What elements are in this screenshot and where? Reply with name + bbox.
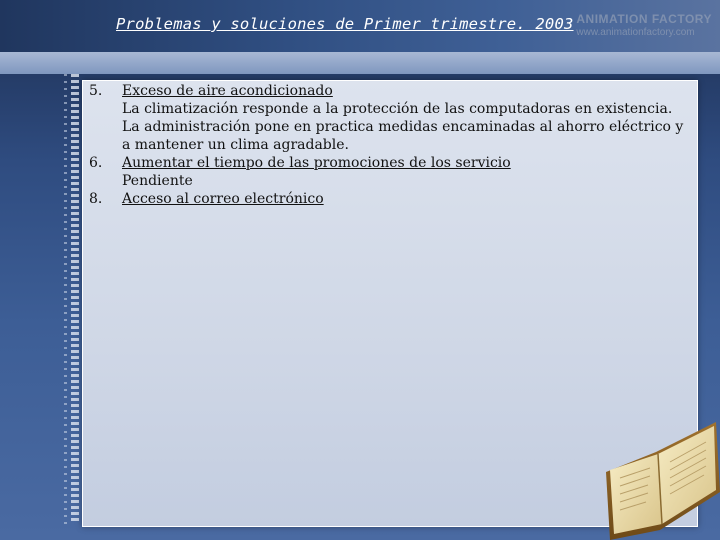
item-heading-link[interactable]: Exceso de aire acondicionado (122, 83, 333, 99)
open-book-image (596, 412, 720, 540)
list-item (89, 190, 689, 208)
watermark (576, 12, 712, 40)
list-item (89, 82, 689, 154)
watermark-line2: www.animationfactory.com (576, 27, 695, 38)
item-body: Pendiente (122, 173, 193, 189)
watermark-line1: ANIMATION FACTORY (576, 12, 712, 26)
dotted-border-inner (64, 74, 67, 524)
dotted-border (71, 74, 79, 524)
content-list (89, 82, 689, 208)
item-number: 6. (89, 155, 103, 171)
item-number: 8. (89, 191, 103, 207)
item-heading-link[interactable]: Acceso al correo electrónico (122, 191, 324, 207)
slide-title: Problemas y soluciones de Primer trimestre. 2003 (116, 15, 574, 33)
list-item (89, 154, 689, 190)
item-heading-link[interactable]: Aumentar el tiempo de las promociones de los servicio (122, 155, 511, 171)
item-number: 5. (89, 83, 103, 99)
title-strip (0, 52, 720, 74)
item-body: La climatización responde a la protección de las computadoras en existencia. La administración pone en practica medidas encaminadas al ahorro eléctrico y a mantener un clima agradable. (122, 101, 684, 153)
